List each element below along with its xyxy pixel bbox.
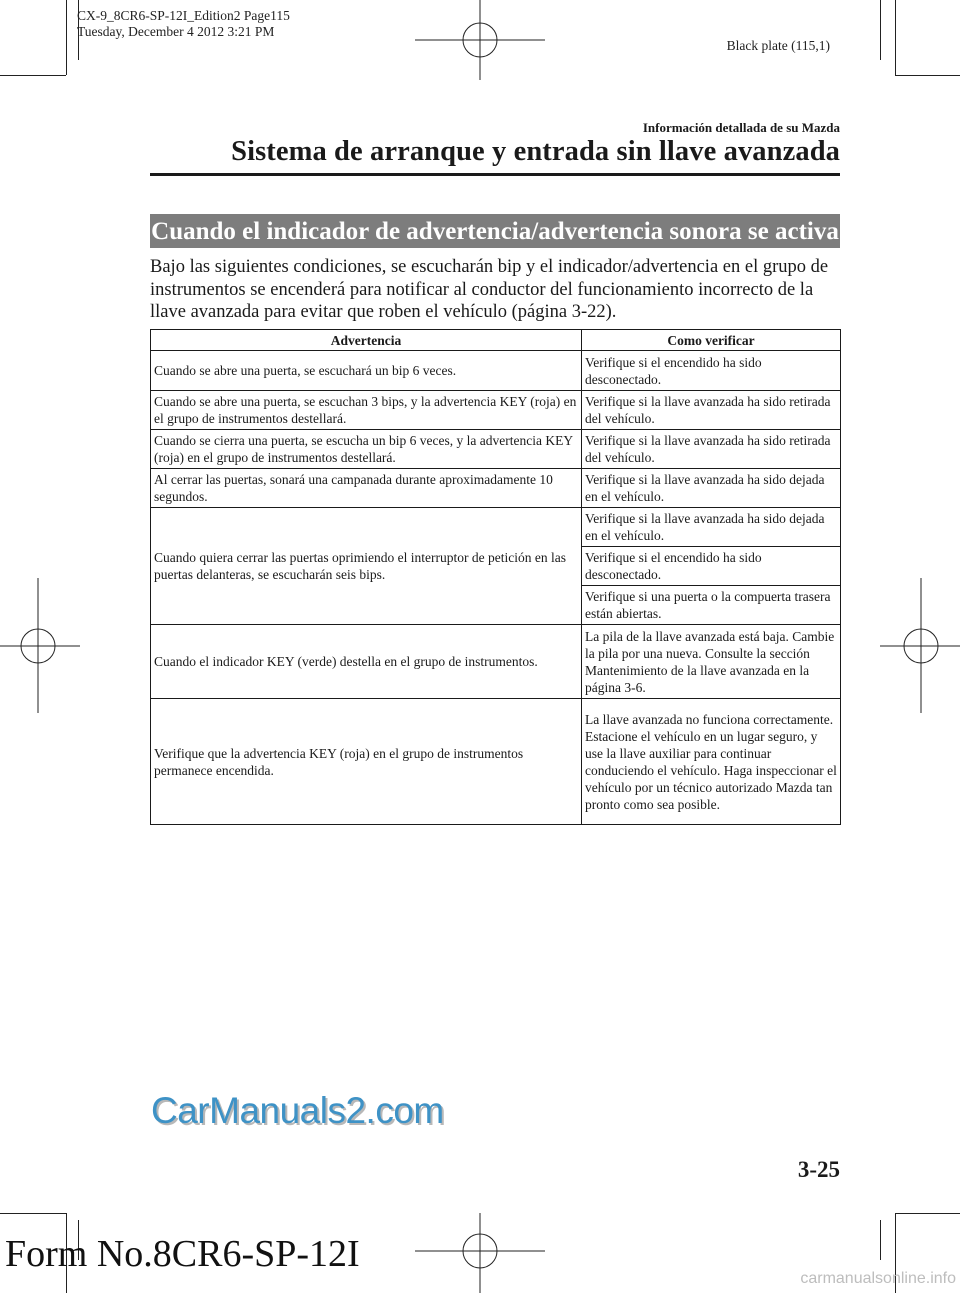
crop-mark-icon xyxy=(880,0,881,60)
table-header-row xyxy=(151,330,841,351)
column-header-check: Como verificar xyxy=(582,330,841,351)
crop-mark-icon xyxy=(0,1213,66,1214)
warning-cell: Al cerrar las puertas, sonará una campanada durante aproximadamente 10 segundos. xyxy=(151,469,582,508)
crop-mark-icon xyxy=(880,1220,881,1260)
check-cell: Verifique si la llave avanzada ha sido dejada en el vehículo. xyxy=(582,469,841,508)
crop-mark-icon xyxy=(895,0,896,75)
print-info xyxy=(77,8,290,40)
title-divider xyxy=(150,173,840,176)
table-row xyxy=(151,469,841,508)
registration-mark-icon xyxy=(0,578,80,713)
registration-mark-icon xyxy=(415,0,545,80)
table-row xyxy=(151,430,841,469)
subsection-banner: Cuando el indicador de advertencia/advertencia sonora se activa xyxy=(150,214,840,248)
column-header-warning: Advertencia xyxy=(151,330,582,351)
print-info-file: CX-9_8CR6-SP-12I_Edition2 Page115 xyxy=(77,8,290,23)
check-cell: La pila de la llave avanzada está baja. Cambie la pila por una nueva. Consulte la sección Mantenimiento de la llave avanzada en la página 3-6. xyxy=(582,625,841,699)
footer-site-link[interactable]: carmanualsonline.info xyxy=(800,1270,956,1287)
intro-paragraph: Bajo las siguientes condiciones, se escucharán bip y el indicador/advertencia en el grupo de instrumentos se encenderá para notificar al conductor del funcionamiento incorrecto de la llave avanzada para evitar que roben el vehículo (página 3-22). xyxy=(150,257,829,322)
table-row xyxy=(151,699,841,825)
crop-mark-icon xyxy=(895,1213,960,1214)
registration-mark-icon xyxy=(415,1213,545,1293)
check-cell: Verifique si la llave avanzada ha sido dejada en el vehículo. xyxy=(582,508,841,547)
table-row xyxy=(151,508,841,547)
plate-label: Black plate (115,1) xyxy=(726,38,830,53)
section-label: Información detallada de su Mazda xyxy=(642,120,840,135)
warning-cell: Cuando el indicador KEY (verde) destella en el grupo de instrumentos. xyxy=(151,625,582,699)
watermark-link[interactable]: CarManuals2.com xyxy=(151,1090,444,1131)
crop-mark-icon xyxy=(0,75,66,76)
table-row xyxy=(151,391,841,430)
page-title: Sistema de arranque y entrada sin llave avanzada xyxy=(231,136,840,167)
table-row xyxy=(151,625,841,699)
crop-mark-icon xyxy=(66,0,67,75)
check-cell: Verifique si la llave avanzada ha sido retirada del vehículo. xyxy=(582,430,841,469)
form-number: Form No.8CR6-SP-12I xyxy=(5,1233,360,1275)
crop-mark-icon xyxy=(895,75,960,76)
check-cell: Verifique si el encendido ha sido desconectado. xyxy=(582,351,841,391)
check-cell: Verifique si el encendido ha sido desconectado. xyxy=(582,547,841,586)
warning-cell: Cuando quiera cerrar las puertas oprimiendo el interruptor de petición en las puertas delanteras, se escucharán seis bips. xyxy=(151,508,582,625)
check-cell: La llave avanzada no funciona correctamente. Estacione el vehículo en un lugar seguro, y use la llave auxiliar para continuar conduciendo el vehículo. Haga inspeccionar el vehículo por un técnico autorizado Mazda tan pronto como sea posible. xyxy=(582,699,841,825)
warning-cell: Verifique que la advertencia KEY (roja) en el grupo de instrumentos permanece encendida. xyxy=(151,699,582,825)
warning-cell: Cuando se cierra una puerta, se escucha un bip 6 veces, y la advertencia KEY (roja) en el grupo de instrumentos destellará. xyxy=(151,430,582,469)
warning-cell: Cuando se abre una puerta, se escuchan 3 bips, y la advertencia KEY (roja) en el grupo de instrumentos destellará. xyxy=(151,391,582,430)
registration-mark-icon xyxy=(880,578,960,713)
table-row xyxy=(151,351,841,391)
page-number: 3-25 xyxy=(797,1157,840,1182)
check-cell: Verifique si una puerta o la compuerta trasera están abiertas. xyxy=(582,586,841,625)
print-info-date: Tuesday, December 4 2012 3:21 PM xyxy=(77,24,275,39)
check-cell: Verifique si la llave avanzada ha sido retirada del vehículo. xyxy=(582,391,841,430)
warning-table xyxy=(150,329,841,825)
warning-cell: Cuando se abre una puerta, se escuchará un bip 6 veces. xyxy=(151,351,582,391)
